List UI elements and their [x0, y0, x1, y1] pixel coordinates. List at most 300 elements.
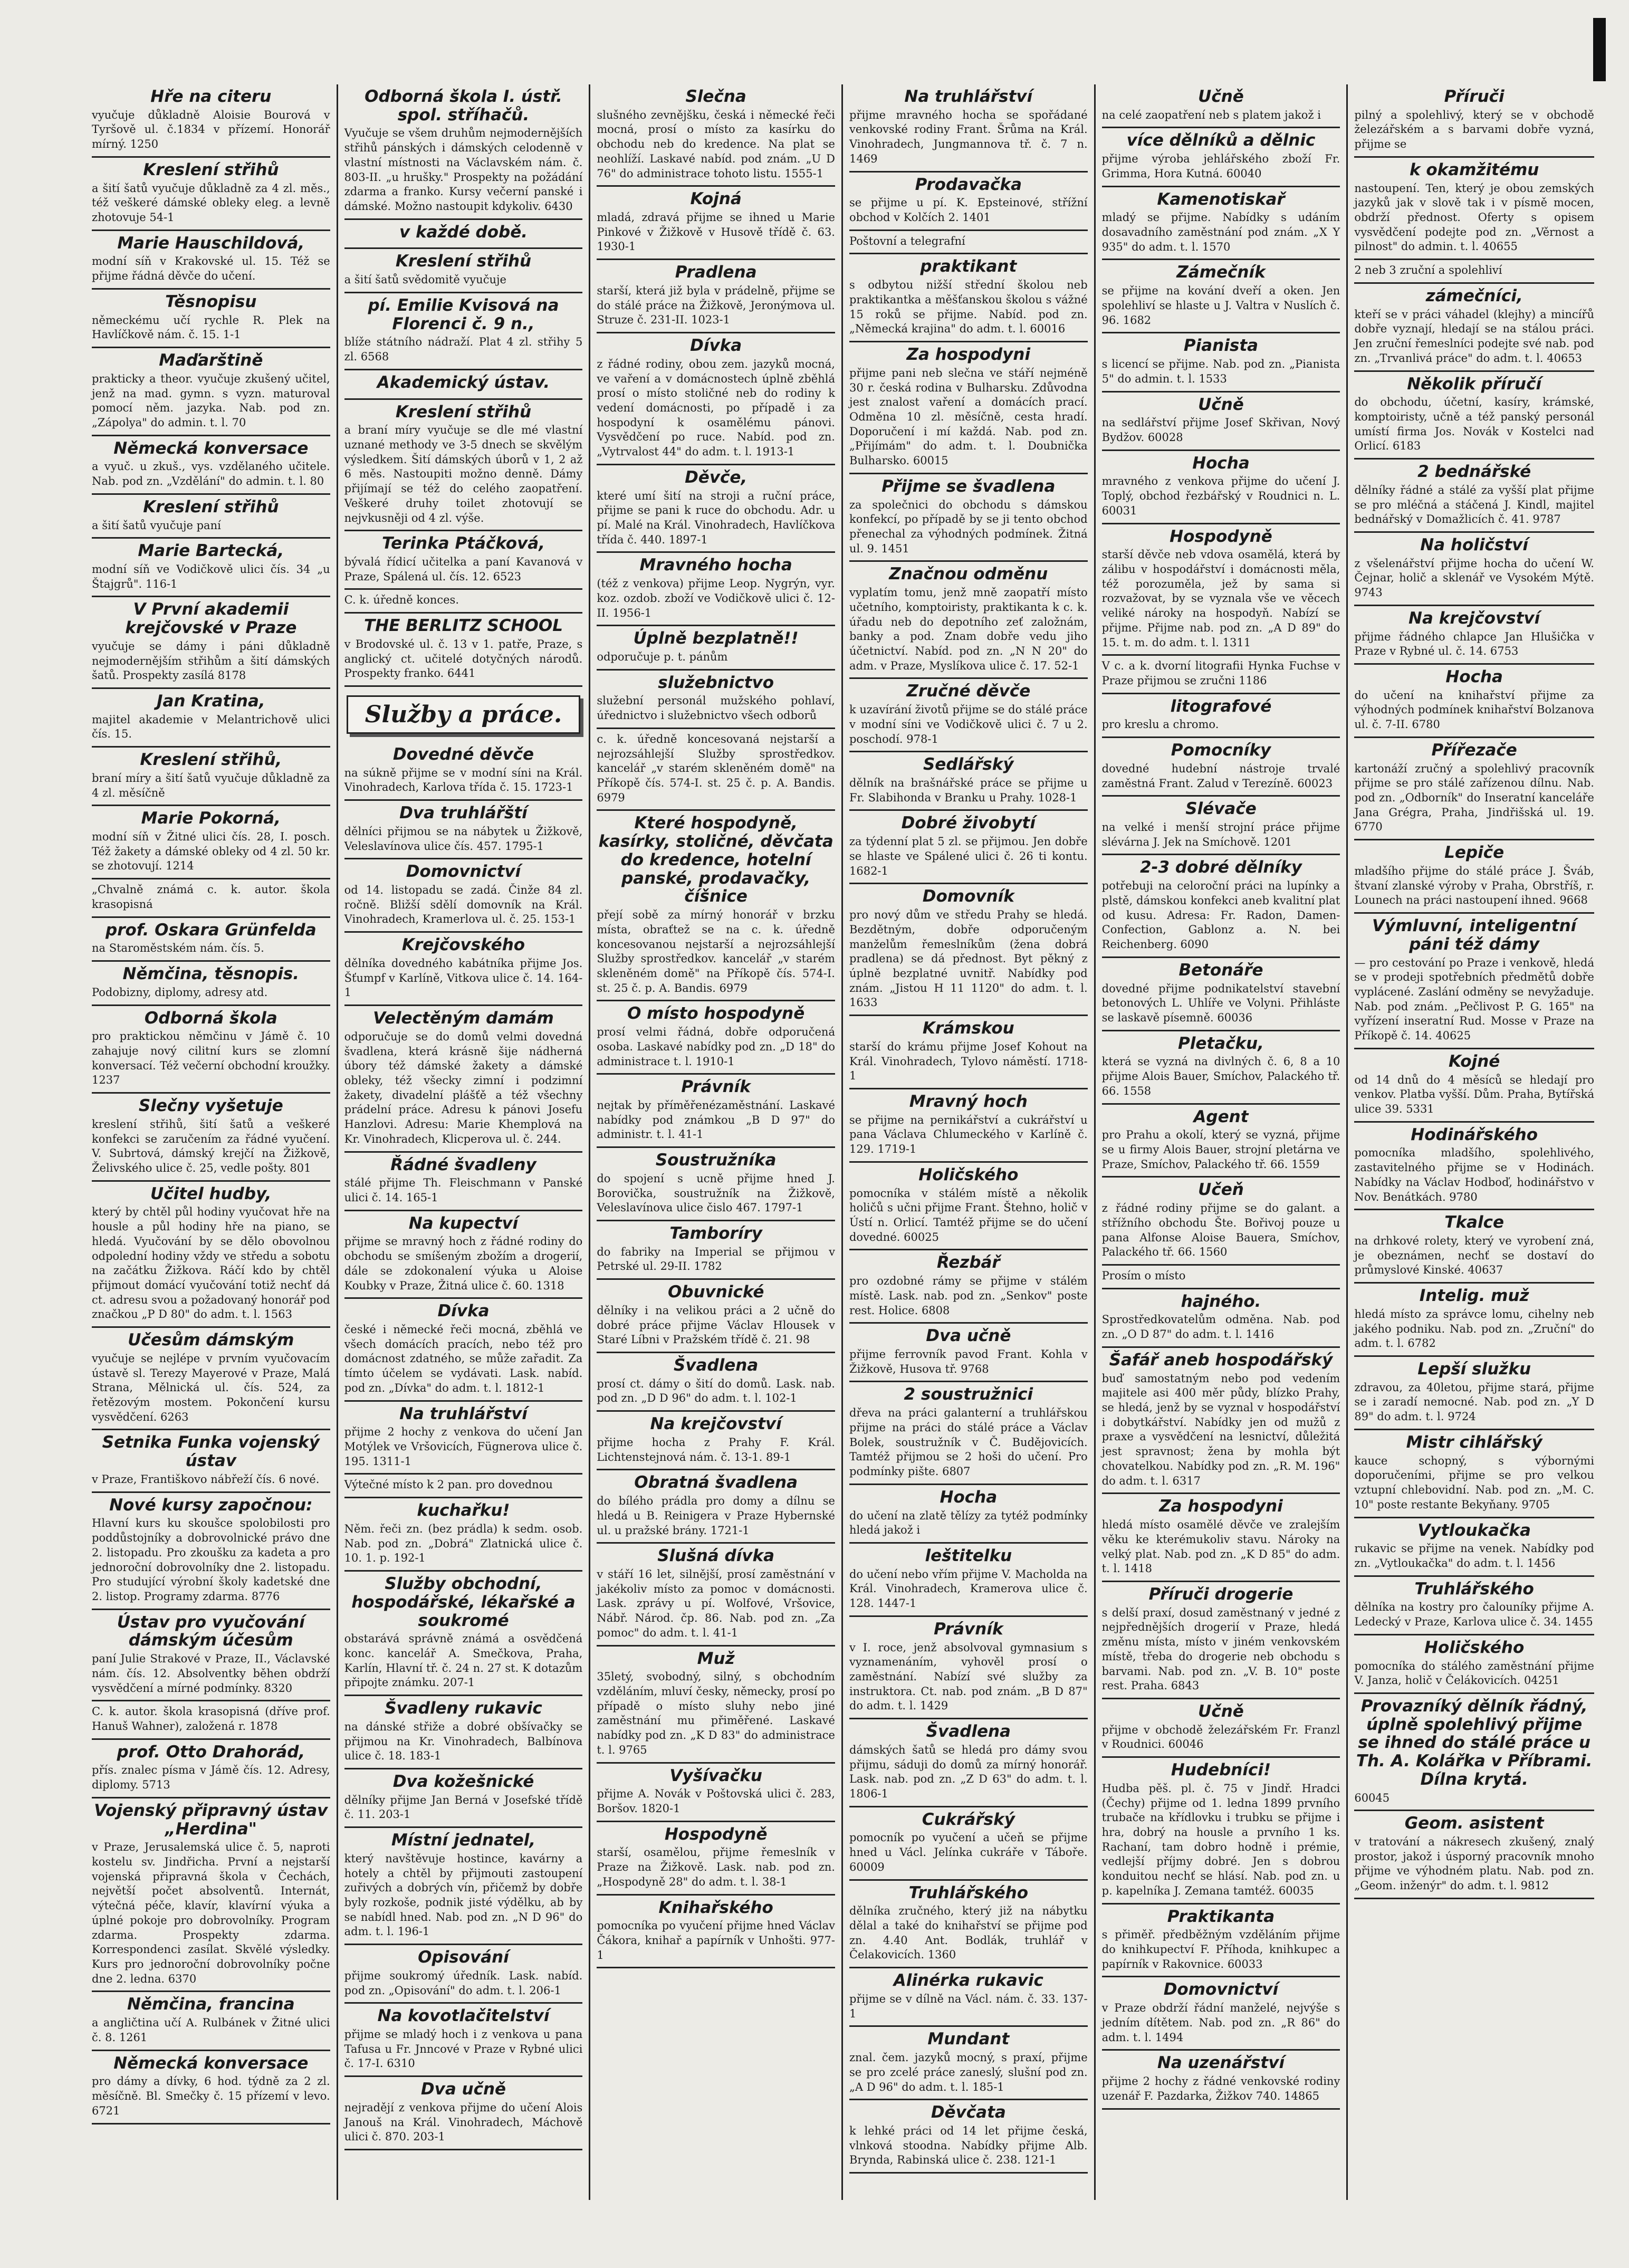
ad-title: Učně	[1198, 395, 1244, 414]
ad-title: Odborná škola I. ústř. spol. stříhačů.	[365, 87, 562, 125]
ad-body: kreslení střihů, šití šatů a veškeré konfekci se zaručením za řádné vyučení. V. Subrtová, dámský krejčí na Žižkově, Želivského ulice č. 25, vedle pošty. 801	[92, 1117, 330, 1174]
classified-ad	[597, 84, 835, 187]
classified-ad	[344, 1006, 583, 1152]
classified-ad	[849, 84, 1088, 173]
classified-ad	[92, 539, 330, 597]
ad-body: Prosím o místo	[1101, 1269, 1186, 1282]
ad-body: braní míry a šití šatů vyučuje důkladně za 4 zl. měsíčně	[92, 771, 330, 799]
ad-title: Mravného hocha	[639, 556, 792, 575]
ad-body: a braní míry vyučuje se dle mé vlastní uznané methody ve 3-5 dnech se skvělým výsledkem. Šití dámských úborů v 1, 2 až 6 měs. Nastoupiti možno denně. Dámy přijímají se též do celého zaopatření. Veškeré druhy toilet zhotovují se nejvkusněji od 4 zl. výše.	[344, 424, 583, 524]
ad-body: C. k. autor. škola krasopisná (dříve prof. Hanuš Wahner), založená r. 1878	[92, 1705, 330, 1733]
ad-title: Hodinářského	[1411, 1125, 1538, 1144]
classified-ad	[849, 1324, 1088, 1382]
classified-ad	[1354, 533, 1594, 606]
classified-ad	[597, 1822, 835, 1896]
ad-body: bývalá řídicí učitelka a paní Kavanová v Praze, Spálená ul. čís. 12. 6523	[344, 555, 583, 583]
classified-ad	[597, 729, 835, 811]
classified-ad	[597, 1470, 835, 1544]
ad-title: 2-3 dobré dělníky	[1140, 858, 1302, 877]
classified-ad	[1354, 372, 1594, 460]
ad-body: dělníka na kostry pro čalouníky přijme A. Ledecký v Praze, Karlova ulice č. 34. 1455	[1354, 1601, 1594, 1629]
ad-title: Učitel hudby,	[150, 1184, 272, 1203]
ad-body: přijme ferrovník pavod Frant. Kohla v Žižkově, Husova tř. 9768	[849, 1348, 1088, 1375]
classified-ad	[92, 495, 330, 539]
ad-body: a šití šatů vyučuje důkladně za 4 zl. měs., též veškeré dámské obleky eleg. a levně zhotovuje 54-1	[92, 181, 330, 224]
ad-body: v Praze, Františkovo nábřeží čís. 6 nové.	[92, 1472, 320, 1486]
classified-ad	[92, 290, 330, 348]
ad-body: přijme pani neb slečna ve stáří nejméně 30 r. česká rodina v Bulharsku. Zdůvodna jest znalost vaření a domácích prací. Odměna 10 zl. měsíčně, cesta hradí. Doporučení i mí každá. Nab. pod zn. „Přijímám" do adm. t. l. Doubnička Bulharsko. 60015	[849, 366, 1088, 467]
ad-title: Geom. asistent	[1404, 1814, 1544, 1833]
ad-body: pomocníka v stálém místě a několik holičů s učni přijme Frant. Štehno, holič v Ústí n. Orlicí. Tamtéž přijme se do učení dovedné. 60025	[849, 1186, 1088, 1243]
classified-ad	[344, 84, 583, 220]
ad-title: kuchařku!	[417, 1501, 510, 1520]
classified-ad	[849, 811, 1088, 884]
ad-body: pomocníka mladšího, spolehlivého, zastavitelného přijme se v Hodinách. Nabídky na Václav Hodboď, hodinářstvo v Nov. Benátkách. 9780	[1354, 1146, 1594, 1203]
classified-ad	[1354, 1635, 1594, 1694]
classified-ad	[849, 231, 1088, 255]
classified-ad	[92, 2051, 330, 2125]
classified-columns	[85, 84, 1601, 2200]
ad-body: Hudba pěš. pl. č. 75 v Jindř. Hradci (Čechy) přijme od 1. ledna 1899 prvního trubače na křídlovku i trubku se přijme i hra, dobrý na housle a prvního 1 ks. Rachaní, tam dobro hodně i prémie, vedlejší příjmy dobré. Jen s dobrou konduitou nechť se hlásí. Nab. pod zn. u p. kapelníka J. Zemana tamtéž. 60035	[1101, 1782, 1340, 1897]
ad-title: Úplně bezplatně!!	[633, 629, 799, 648]
ad-title: Hocha	[940, 1487, 998, 1507]
ad-body: přijme řádného chlapce Jan Hlušička v Praze v Rybné ul. č. 14. 6753	[1354, 630, 1594, 658]
ad-body: v Brodovské ul. č. 13 v 1. patře, Praze, s anglický ct. učitelé dotyčných národů. Prospekty franko. 6441	[344, 637, 583, 680]
ad-body: a angličtina učí A. Rulbánek v Žitné ulici č. 8. 1261	[92, 2016, 330, 2044]
ad-body: za společnici do obchodu s dámskou konfekcí, po případě by se ji tento obchod přenechal za výhodných podmínek. Žitná ul. 9. 1451	[849, 498, 1088, 555]
ad-body: dovedné přijme podnikatelství stavební betonových L. Uhlíře ve Volyni. Přihláste se laskavě písemně. 60036	[1101, 982, 1340, 1024]
classified-ad	[849, 474, 1088, 562]
ad-title: Místní jednatel,	[391, 1831, 536, 1850]
classified-ad	[849, 342, 1088, 474]
ad-title: Dívka	[437, 1302, 490, 1321]
ad-body: odporučuje se do domů velmi dovedná švadlena, která krásně šije nádherná úbory též dámské žakety a dámské obleky, též všecky zimní i podzimní žakety, divadelní plášťě a též všechny prádelní práce. Adresu k pánovi Josefu Hanzlovi. Adresu: Marie Khemplová na Kr. Vinohradech, Klicperova ul. č. 244.	[344, 1030, 583, 1145]
classified-ad	[92, 689, 330, 748]
classified-ad	[1102, 738, 1340, 797]
ad-title: Obratná švadlena	[634, 1473, 798, 1492]
ad-body: do spojení s ucně přijme hned J. Borovička, soustružník na Žižkově, Veleslavínova ulice čislo 467. 1797-1	[597, 1172, 835, 1214]
classified-ad	[1102, 1266, 1340, 1289]
classified-ad	[344, 859, 583, 933]
ad-body: od 14. listopadu se zadá. Činže 84 zl. ročně. Bližší sdělí domovník na Král. Vinohradech, Kramerlova ul. č. 25. 153-1	[344, 884, 583, 926]
ad-body: starší, která již byla v prádelně, přijme se do stálé práce na Žižkově, Jeronýmova ul. Struze č. 231-II. 1023-1	[597, 284, 835, 327]
classified-ad	[1102, 260, 1340, 333]
classified-ad	[1102, 1905, 1340, 1978]
ad-title: Na kupectví	[408, 1213, 519, 1233]
classified-ad	[344, 742, 583, 801]
ad-body: pro kreslu a chromo.	[1101, 718, 1219, 731]
ad-body: do učení na knihařství přijme za výhodných podmínek knihařství Bolzanova ul. č. 7-II. 6780	[1354, 688, 1594, 731]
ad-title: Akademický ústav.	[377, 372, 550, 392]
ad-title: Praktikanta	[1167, 1907, 1275, 1926]
classified-ad	[1102, 451, 1340, 524]
ad-body: služební personál mužského pohlaví, úřednictvo i služebnictvo všech odborů	[597, 694, 835, 722]
ad-body: přijme soukromý úředník. Lask. nabíd. pod zn. „Opisování" do adm. t. l. 206-1	[344, 1969, 583, 1997]
classified-ad	[1354, 1577, 1594, 1635]
classified-ad	[92, 436, 330, 495]
ad-title: Kojná	[690, 189, 742, 209]
ad-body: se přijme na pernikářství a cukrářství u pana Václava Chlumeckého v Karlíně č. 129. 1719-1	[849, 1113, 1088, 1156]
ad-title: Děvče,	[685, 467, 748, 487]
classified-ad	[344, 590, 583, 614]
classified-ad	[849, 2027, 1088, 2100]
ad-title: Hře na citeru	[150, 87, 272, 106]
ad-title: Velectěným damám	[373, 1009, 554, 1028]
ad-title: Krámskou	[922, 1019, 1014, 1038]
ad-body: od 14 dnů do 4 měsíců se hledají pro venkov. Platba vyšší. Dům. Praha, Bytířská ulice 39. 5331	[1354, 1073, 1594, 1115]
ad-title: Holičského	[1424, 1638, 1525, 1657]
classified-ad	[849, 173, 1088, 231]
ad-body: nejtak by příměřenézaměstnání. Laskavé nabídky pod známkou „B D 97" do administr. t. l. 41-1	[597, 1098, 835, 1141]
classified-ad	[92, 1430, 330, 1492]
ad-title: v každé době.	[399, 222, 528, 242]
ad-title: Setnika Funka vojenský ústav	[102, 1433, 320, 1471]
ad-body: kartonáží zručný a spolehlivý pracovník přijme se pro stálé zařízenou dílnu. Nab. pod zn. „Odborník" do Inseratní kanceláře Jana Grégra, Praha, Jindřišská ul. 19. 6770	[1354, 762, 1594, 834]
ad-body: kteří se v práci váhadel (klejhy) a mincířů dobře vyznají, hledají se na stálou práci. Jen zruční řemeslníci podejte své nab. pod zn. „Trvanlivá práce" do adm. t. l. 40653	[1354, 308, 1594, 365]
ad-body: přijme se mladý hoch i z venkova u pana Tafusa u Fr. Jnncové v Praze v Rybné ulici č. 17-I. 6310	[344, 2028, 583, 2070]
ad-title: Kamenotiskař	[1157, 189, 1285, 209]
ad-body: do obchodu, účetní, kasíry, krámské, komptoiristy, učně a též panský personál umístí firma Jos. Novák v Kostelci nad Orlicí. 6183	[1354, 396, 1594, 453]
ad-title: Jan Kratina,	[156, 692, 265, 711]
classified-ad	[344, 1153, 583, 1211]
ad-title: Učesům dámským	[128, 1331, 294, 1350]
classified-ad	[92, 962, 330, 1006]
classified-ad	[344, 370, 583, 400]
ad-title: Němčina, francina	[127, 1995, 295, 2014]
ad-body: pilný a spolehlivý, který se v obchodě železářském a s barvami dobře vyzná, přijme se	[1354, 108, 1594, 151]
ad-body: — pro cestování po Praze i venkově, hledá se v prodeji spotřebních předmětů dobře vyplácené. Zaslání odměny se nevyžaduje. Nab. pod znám. „Pečlivost P. G. 165" na vyřízení inseratní Rud. Mosse v Praze na Příkopě č. 14. 40625	[1354, 956, 1594, 1042]
classified-ad	[1102, 128, 1340, 187]
classified-ad	[92, 84, 330, 158]
ad-body: obstarává správně známá a osvědčená konc. kancelář A. Smečkova, Praha, Karlín, Hlavní tř. č. 24 n. 27 st. K dotazům připojte známku. 207-1	[344, 1632, 583, 1689]
ad-title: Hocha	[1192, 453, 1250, 473]
ad-title: Švadleny rukavic	[385, 1699, 542, 1718]
ad-title: Šafář aneb hospodářský	[1109, 1350, 1333, 1370]
ad-title: Přijme se švadlena	[881, 476, 1056, 496]
ad-body: prakticky a theor. vyučuje zkušený učitel, jenž na mad. gymn. s vyzn. maturoval pomocí něm. jazyka. Nab. pod zn. „Zápolya" do admin. t. l. 70	[92, 372, 330, 429]
ad-title: Za hospodyni	[906, 345, 1031, 365]
ad-title: Dva učně	[420, 2080, 506, 2099]
ad-title: Alinérka rukavic	[893, 1971, 1043, 1991]
classified-ad	[92, 1094, 330, 1182]
ad-body: Poštovní a telegrafní	[849, 234, 965, 247]
ad-body: který by chtěl půl hodiny vyučovat hře na housle a půl hodiny hře na piano, se hledá. Vyučování by se dělo obovolnou odpolední hodiny vždy ve středu a sobotu na začátku Žižkova. Ráčí kdo by chtěl přijmout domácí vyučování totiž nechť dá ct. adresu svou a požadovaný honorář pod značkou „P D 80" do adm. t. l. 1563	[92, 1205, 330, 1321]
ad-title: Marie Hauschildová,	[117, 233, 305, 253]
ad-body: starší, osamělou, přijme řemeslník v Praze na Žižkově. Lask. nab. pod zn. „Hospodyně 28" do adm. t. l. 38-1	[597, 1846, 835, 1888]
ad-title: 2 soustružnici	[904, 1385, 1033, 1404]
ad-body: dřeva na práci galanterní a truhlářskou přijme na práci do stálé práce a Václav Bolek, soustružník v Č. Budějovicích. Tamtéž přijmou se 2 hoši do učení. Pro podmínky pište. 6807	[849, 1406, 1088, 1478]
ad-title: V První akademii krejčovské v Praze	[125, 600, 297, 638]
ad-body: hledá místo osamělé děvče ve zralejším věku ke kterémukoliv stavu. Nároky na velký plat. Nab. pod zn. „K D 85" do adm. t. l. 1418	[1101, 1518, 1340, 1575]
ad-title: Příruči drogerie	[1148, 1584, 1293, 1604]
classified-ad	[344, 2077, 583, 2150]
ad-title: Lepiče	[1444, 843, 1505, 863]
ad-body: dámských šatů se hledá pro dámy svou přijmu, sáduji do domů za mírný honorář. Lask. nab. pod zn. „Z D 63" do adm. t. l. 1806-1	[849, 1743, 1088, 1800]
classified-ad	[597, 1764, 835, 1822]
ad-body: do bílého prádla pro domy a dílnu se hledá u B. Reinigera v Praze Hybernské ul. u pražské brány. 1721-1	[597, 1495, 835, 1537]
ad-title: Opisování	[418, 1948, 509, 1967]
ad-title: Provazníký dělník řádný, úplně spolehlivý přijme se ihned do stálé práce u Th. A. Kolářka v Příbrami. Dílna krytá.	[1356, 1696, 1593, 1789]
ad-body: vyplatím tomu, jenž mně zaopatří místo učetního, komptoiristy, praktikanta k c. k. úřadu neb do depotního zeť založnám, banky a pod. Znam dobře vedu jiho účetnictví. Nabíd. pod zn. „N N 20" do adm. v Praze, Myslíkova ulice č. 17. 52-1	[849, 586, 1088, 672]
ad-title: Které hospodyně, kasírky, stoličné, děvčata do kredence, hotelní panské, prodavačky, číšnice	[598, 814, 833, 906]
ad-body: 35letý, svobodný, silný, s obchodním vzděláním, mluví česky, německy, prosí po případě o místo sluhy nebo jiné zaměstnání mu přiměřené. Laskavé nabídky pod zn. „K D 83" do administrace t. l. 9765	[597, 1670, 835, 1756]
ad-body: za týdenní plat 5 zl. se přijmou. Jen dobře se hlaste ve Spálené ulici č. 26 ti kontu. 1682-1	[849, 835, 1088, 877]
ad-body: dělníky řádné a stálé za vyšší plat přijme se pro mléčná a stáčená J. Kindl, majitel bednářský v Domažlicích č. 41. 9787	[1354, 483, 1594, 526]
ad-body: prosí velmi řádná, dobře odporučená osoba. Laskavé nabídky pod zn. „D 18" do administrace t. l. 1910-1	[597, 1026, 835, 1068]
classified-ad	[344, 1475, 583, 1498]
ad-body: se přijme u pí. K. Epsteinové, střížní obchod v Kolčích 2. 1401	[849, 196, 1088, 224]
classified-ad	[597, 1412, 835, 1470]
ad-body: 2 neb 3 zruční a spolehliví	[1354, 264, 1502, 277]
ad-body: modní síň v Krakovské ul. 15. Též se přijme řádná děvče do učení.	[92, 255, 330, 283]
ad-body: a vyuč. u zkuš., vys. vzdělaného učitele. Nab. pod zn. „Vzdělání" do admin. t. l. 80	[92, 460, 330, 488]
ad-body: který navštěvuje hostince, kavárny a hotely a chtěl by přijmouti zastoupení zuřivých a dobrých vín, přičemž by dobře byly rozkoše, podnik jisté výdělku, ab by se nabídl hned. Nab. pod zn. „N D 96" do adm. t. l. 196-1	[344, 1852, 583, 1938]
section-banner: Služby a práce.	[347, 695, 581, 734]
ad-title: Domovnictví	[1163, 1980, 1279, 1999]
classified-ad	[597, 1647, 835, 1764]
classified-ad	[1354, 1210, 1594, 1284]
ad-title: Domovnictví	[406, 862, 521, 882]
ad-body: (též z venkova) přijme Leop. Nygrýn, vyr. koz. ozdob. zboží ve Vodičkově ulici č. 12-II. 1956-1	[597, 577, 835, 619]
ad-body: s odbytou nižší střední školou neb praktikantka a měšťanskou školou s vážné 15 roků se přijme. Nabíd. pod zn. „Německá krajina" do adm. t. l. 60016	[849, 279, 1088, 336]
ad-title: Knihařského	[658, 1898, 773, 1917]
classified-ad	[1102, 1582, 1340, 1699]
ad-body: Podobizny, diplomy, adresy atd.	[92, 985, 268, 999]
ad-title: leštitelku	[925, 1546, 1012, 1565]
classified-ad	[92, 1610, 330, 1702]
ad-body: dělníky i na velikou práci a 2 učně do dobré práce přijme Václav Hlousek v Staré Líbni v Pražském třídě č. 21. 98	[597, 1304, 835, 1346]
ad-title: Soustružníka	[655, 1151, 777, 1170]
classified-ad	[597, 811, 835, 1001]
ad-body: s přiměř. předběžným vzděláním přijme do knihkupectví F. Příhoda, knihkupec a papírník v Rakovnice. 60033	[1101, 1928, 1340, 1970]
classified-ad	[849, 1250, 1088, 1324]
ad-title: služebnictvo	[658, 673, 774, 692]
classified-ad	[344, 293, 583, 370]
ad-title: Dívka	[690, 336, 742, 356]
classified-ad	[1354, 840, 1594, 914]
ad-body: která se vyzná na divlných č. 6, 8 a 10 přijme Alois Bauer, Smíchov, Palackého tř. 66. 1558	[1101, 1055, 1340, 1097]
classified-ad	[92, 1798, 330, 1993]
classified-ad	[597, 1280, 835, 1353]
classified-ad	[1102, 656, 1340, 694]
ad-body: V c. a k. dvorní litografii Hynka Fuchse v Praze přijmou se zručni 1186	[1101, 659, 1340, 687]
classified-ad	[344, 2004, 583, 2077]
classified-ad	[597, 333, 835, 465]
ad-title: Hocha	[1445, 667, 1503, 686]
classified-ad	[1354, 1811, 1594, 1899]
ad-title: Terinka Ptáčková,	[381, 534, 545, 553]
ad-body: pro praktickou němčinu v Jámě č. 10 zahajuje nový cilitní kurs se zlomní konversací. Též večerní obchodní kroužky. 1237	[92, 1030, 330, 1087]
ad-title: Agent	[1193, 1107, 1249, 1126]
ad-body: se přijme na kování dveří a oken. Jen spolehliví se hlaste u J. Valtra v Nuslích č. 96. 1682	[1101, 284, 1340, 327]
ad-body: starší děvče neb vdova osamělá, která by zálibu v hospodářství i domácnosti měla, též porozuměla, jež by sama si rozvažovat, by se vyznala vše ve věcech veliké nároky na hospodyň. Nabízí se přijme. Přijme nab. pod zn. „A D 89" do 15. t. m. do adm. t. l. 1311	[1101, 548, 1340, 649]
classified-ad	[1102, 1977, 1340, 2051]
ad-title: Intelig. muž	[1419, 1286, 1529, 1306]
classified-ad	[92, 806, 330, 879]
ad-body: na súkně přijme se v modní síni na Král. Vinohradech, Karlova třída č. 15. 1723-1	[344, 766, 583, 794]
ad-title: Tamboríry	[669, 1224, 762, 1243]
ad-body: Hlavní kurs ku skoušce spolobilosti pro poddůstojníky a dobrovolnické právo dne 2. listopadu. Pro zkoušku za kadeta a pro jednoroční dobrovolníky dne 2. listopadu. Pro studující výrobní školy kadetské dne 2. listop. Programy zdarma. 8776	[92, 1517, 330, 1603]
classified-ad	[597, 553, 835, 626]
ad-title: Švadlena	[926, 1722, 1011, 1741]
classified-ad	[1354, 1357, 1594, 1430]
ad-title: O místo hospodyně	[627, 1004, 805, 1023]
ad-body: buď samostatným nebo pod vedením majitele asi 400 měr půdy, blízko Prahy, se hledá, jenž by se vyznal v hospodářství i dobytkářství. Nabídky jen od mužů z praxe a vysvědčení na lesnictví, důležitá jest spravnost; žena by mohla být chovatelkou. Nabídky pod zn. „R. M. 196" do adm. t. l. 6317	[1101, 1372, 1340, 1487]
ad-title: litografové	[1170, 696, 1272, 716]
classified-ad	[92, 1992, 330, 2051]
ad-title: Lepší služku	[1417, 1360, 1531, 1379]
ad-title: Pomocníky	[1171, 741, 1271, 760]
ad-body: do učení nebo vřím přijme V. Macholda na Král. Vinohradech, Kramerova ulice č. 128. 1447-1	[849, 1567, 1088, 1610]
ad-body: blíže státního nádraží. Plat 4 zl. střihy 5 zl. 6568	[344, 336, 583, 363]
classified-ad	[92, 1182, 330, 1328]
classified-ad	[1354, 914, 1594, 1049]
column-3	[590, 84, 843, 2200]
ad-title: k okamžitému	[1409, 160, 1539, 179]
ad-title: Dva učně	[926, 1326, 1011, 1346]
ad-title: Služby obchodní, hospodářské, lékařské a soukromé	[351, 1574, 576, 1630]
ad-title: Cukrářský	[922, 1810, 1015, 1829]
classified-ad	[92, 879, 330, 917]
classified-ad	[1354, 1518, 1594, 1577]
ad-title: Mundant	[927, 2030, 1010, 2049]
ad-body: pro Prahu a okolí, který se vyzná, přijme se u firmy Alois Bauer, strojní pletárna ve Praze, Smíchov, Palackého tř. 66. 1559	[1101, 1128, 1340, 1171]
ad-body: z řádné rodiny, obou zem. jazyků mocná, ve vaření a v domácnostech úplně zběhlá prosí o místo stoličné neb do rodiny k vedení domácnosti, po případě i za hospodyní k osamělému pánovi. Vysvědčení po ruce. Nabíd. pod zn. „Vytrvalost 44" do adm. t. l. 1913-1	[597, 357, 835, 458]
classified-ad	[597, 1544, 835, 1646]
ad-title: Hudebníci!	[1171, 1760, 1271, 1780]
ad-body: Něm. řeči zn. (bez prádla) k sedm. osob. Nab. pod zn. „Dobrá" Zlatnická ulice č. 10. 1. p. 192-1	[344, 1522, 583, 1565]
ad-body: modní síň ve Vodičkově ulici čís. 34 „u Štajgrů". 116-1	[92, 562, 330, 590]
ad-title: Děvčata	[931, 2103, 1006, 2122]
ad-body: pomocníka do stálého zaměstnání přijme V. Janza, holič v Čelákovicích. 04251	[1354, 1659, 1594, 1687]
ad-title: Na kovotlačitelství	[377, 2006, 550, 2026]
ad-body: dovedné hudební nástroje trvalé zaměstná Frant. Zalud v Terezíně. 60023	[1101, 762, 1340, 790]
registration-mark	[1593, 18, 1606, 81]
classified-ad	[344, 220, 583, 250]
ad-body: zdravou, za 40letou, přijme stará, přijme se i zaradí nemocné. Nab. pod zn. „Y D 89" do adm. t. l. 9724	[1354, 1381, 1594, 1423]
classified-ad	[1354, 665, 1594, 738]
ad-body: mravného z venkova přijme do učení J. Toplý, obchod řezbářský v Roudnici n. L. 60031	[1101, 475, 1340, 517]
ad-body: majitel akademie v Melantrichově ulici čís. 15.	[92, 713, 330, 741]
ad-title: Krejčovského	[401, 935, 525, 955]
ad-title: Za hospodyni	[1159, 1497, 1283, 1516]
classified-ad	[344, 1211, 583, 1299]
ad-body: dělníka dovedného kabátníka přijme Jos. Šťumpf v Karlíně, Vitkova ulice č. 14. 164-1	[344, 956, 583, 999]
ad-title: Řezbář	[936, 1253, 1000, 1272]
ad-body: do učení na zlatě tělízy za tytéž podmínky hledá jakož i	[849, 1509, 1088, 1537]
classified-ad	[1102, 524, 1340, 656]
ad-body: do fabriky na Imperial se přijmou v Petrské ul. 29-II. 1782	[597, 1245, 835, 1273]
ad-body: pomocníka po vyučení přijme hned Václav Čákora, knihař a papírník v Unhošti. 977-1	[597, 1919, 835, 1961]
ad-title: Vojenský připravný ústav „Herdina"	[94, 1801, 328, 1839]
ad-title: Mistr cihlářský	[1406, 1432, 1542, 1452]
classified-ad	[849, 752, 1088, 811]
ad-body: na Staroměstském nám. čís. 5.	[92, 942, 264, 955]
ad-body: české i německé řeči mocná, zběhlá ve všech domácích pracích, nebo též pro domácnost zdatného, se může zařadit. Za tímto účelem se vydávati. Lask. nabíd. pod zn. „Dívka" do adm. t. l. 1812-1	[344, 1323, 583, 1394]
ad-title: Zručné děvče	[906, 682, 1031, 701]
ad-body: dělníci přijmou se na nábytek u Žižkově, Veleslavínova ulice čís. 457. 1795-1	[344, 825, 583, 853]
ad-title: Ústav pro vyučování dámským účesům	[117, 1612, 305, 1650]
ad-title: Kojné	[1448, 1051, 1500, 1071]
ad-title: Nové kursy započnou:	[109, 1495, 313, 1515]
classified-ad	[1354, 1284, 1594, 1357]
classified-ad	[597, 187, 835, 260]
classified-ad	[849, 1382, 1088, 1485]
classified-ad	[344, 614, 583, 687]
ad-title: Vytloukačka	[1417, 1520, 1531, 1540]
ad-body: a šití šatů vyučuje paní	[92, 519, 221, 532]
classified-ad	[1102, 1031, 1340, 1105]
ad-body: přijme A. Novák v Poštovská ulici č. 283, Boršov. 1820-1	[597, 1787, 835, 1815]
ad-body: stálé přijme Th. Fleischmann v Panské ulici č. 14. 165-1	[344, 1176, 583, 1204]
classified-ad	[344, 1945, 583, 2004]
classified-ad	[597, 1896, 835, 1969]
classified-ad	[1354, 606, 1594, 665]
classified-ad	[92, 918, 330, 962]
ad-title: Zámečník	[1176, 263, 1266, 282]
classified-ad	[1102, 797, 1340, 855]
ad-body: přijme 2 hochy z venkova do učení Jan Motýlek ve Vršovicích, Fügnerova ulice č. 195. 1311-1	[344, 1425, 583, 1468]
classified-ad	[1102, 694, 1340, 738]
classified-ad	[1102, 1289, 1340, 1348]
ad-body: pro nový dům ve středu Prahy se hledá. Bezdětným, dobře odporučeným manželům řemeslníkům (žena dobrá pradlena) se dá přednost. Byt pěkný z úplně bezplatné uvnitř. Nabídky pod znám. „Jistou H 11 1120" do adm. t. l. 1633	[849, 908, 1088, 1009]
ad-body: 60045	[1354, 1791, 1390, 1804]
ad-title: Řádné švadleny	[390, 1155, 536, 1174]
ad-body: v Praze obdrží řádní manželé, nejvýše s jedním dítětem. Nab. pod zn. „R 86" do adm. t. l. 1494	[1101, 2002, 1340, 2044]
classified-ad	[597, 260, 835, 333]
ad-body: nastoupení. Ten, který je obou zemských jazyků jak v slově tak i v písmě mocen, obdrží přednost. Oferty s opisem vysvědčení podejte pod zn. „Věrnost a pilnost" do admin. t. l. 40655	[1354, 181, 1594, 253]
ad-title: Sedlářský	[923, 755, 1014, 774]
ad-body: vyučuje se dámy i páni důkladně nejmodernějším střihům a šití dámských šatů. Prospekty zasílá 8178	[92, 639, 330, 682]
ad-body: dělníka zručného, který již na nábytku dělal a také do knihařství se přijme pod zn. 4.40 Ant. Bodlák, truhlář v Čelakovicích. 1360	[849, 1905, 1088, 1961]
ad-body: „Chvalně známá c. k. autor. škola krasopisná	[92, 883, 330, 911]
ad-title: Mravný hoch	[909, 1092, 1028, 1111]
ad-body: na celé zaopatření neb s platem jakož i	[1101, 108, 1321, 121]
ad-body: starší do krámu přijme Josef Kohout na Král. Vinohradech, Tylovo náměstí. 1718-1	[849, 1040, 1088, 1083]
classified-ad	[92, 1006, 330, 1094]
classified-ad	[1102, 1699, 1340, 1758]
ad-body: Vyučuje se všem druhům nejmodernějších střihů pánských i dámských celodenně v vlastní místnosti na Václavském nám. č. 803-II. „u hrušky." Prospekty na požádání zdarma a franko. Kursy večerní panské i dámské. Možno nastoupit kdykoliv. 6430	[344, 127, 583, 213]
ad-title: Právník	[681, 1077, 751, 1097]
ad-body: dělník na brašnářské práce se přijme u Fr. Slabihonda v Branku u Prahy. 1028-1	[849, 777, 1088, 804]
ad-title: Kreslení střihů	[395, 252, 532, 271]
ad-body: na drhkové rolety, který ve vyrobení zná, je obeznámen, nechť se dostaví do průmyslové Kinské. 40637	[1354, 1235, 1594, 1277]
classified-ad	[597, 1001, 835, 1075]
classified-ad	[597, 465, 835, 553]
classified-ad	[1102, 1178, 1340, 1266]
ad-title: Slečna	[685, 87, 746, 106]
ad-body: přijme 2 hochy z řádné venkovské rodiny uzenář F. Pazdarka, Žižkov 740. 14865	[1101, 2075, 1340, 2102]
ad-title: Dva truhlářští	[399, 803, 528, 823]
classified-ad	[1354, 1123, 1594, 1211]
ad-title: více dělníků a dělnic	[1126, 131, 1316, 150]
classified-ad	[344, 933, 583, 1006]
ad-title: Dobré živobytí	[901, 814, 1036, 833]
column-1	[85, 84, 338, 2200]
ad-body: k lehké práci od 14 let přijme česká, vlnková stoodna. Nabídky přijme Alb. Brynda, Rabinská ulice č. 238. 121-1	[849, 2124, 1088, 2167]
ad-body: potřebuji na celoroční práci na lupínky a plstě, dámskou konfekci aneb kvalitní plat od kusu. Adresa: Fr. Radon, Damen-Confection, Gablonz a. N. bei Reichenberg. 6090	[1101, 879, 1340, 951]
ad-title: Švadlena	[674, 1356, 759, 1375]
ad-title: Právník	[934, 1619, 1003, 1639]
ad-body: na dánské střiže a dobré obšívačky se přijmou na Kr. Vinohradech, Balbínova ulice č. 18. 183-1	[344, 1720, 583, 1763]
ad-body: pomocník po vyučení a učeň se přijme hned u Václ. Jelínka cukráře v Táboře. 60009	[849, 1831, 1088, 1873]
ad-body: mladšího přijme do stálé práce J. Šváb, štvaní zlanské výroby v Praha, Obrstříš, r. Lounech na práci nastoupení ihned. 9668	[1354, 864, 1594, 907]
ad-body: nejradějí z venkova přijme do učení Alois Janouš na Král. Vinohradech, Máchově ulici č. 870. 203-1	[344, 2101, 583, 2143]
classified-ad	[1102, 393, 1340, 451]
classified-ad	[1102, 1105, 1340, 1178]
ad-body: německému učí rychle R. Plek na Havlíčkově nám. č. 15. 1-1	[92, 313, 330, 341]
ad-body: mladá, zdravá přijme se ihned u Marie Pinkové v Žižkově v Husově třídě č. 63. 1930-1	[597, 211, 835, 253]
